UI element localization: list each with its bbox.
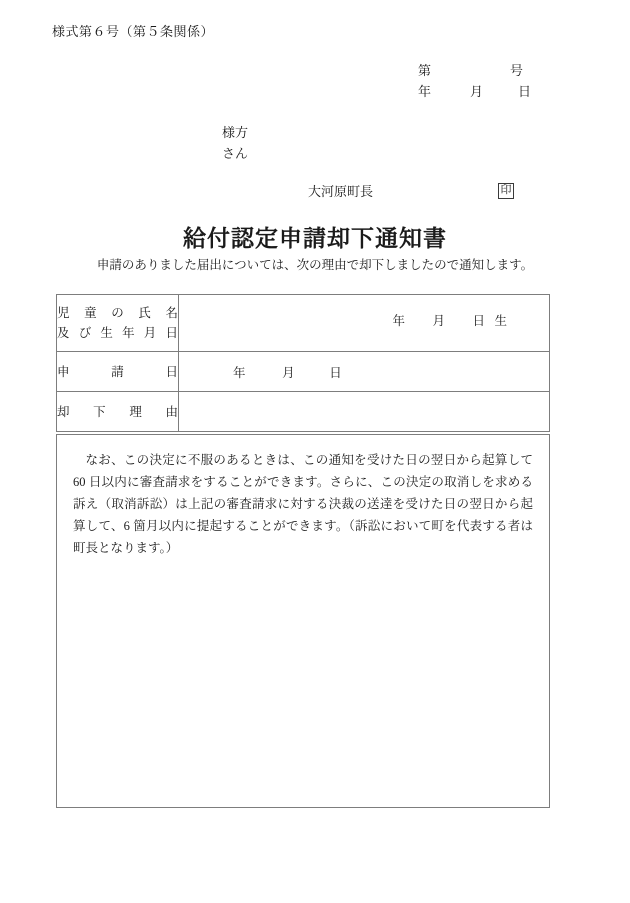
row-label-child-name-line1: 児童の氏名 — [57, 306, 178, 320]
application-year-label: 年 — [233, 365, 246, 380]
row-label-child-name-line2: 及び生年月日 — [57, 326, 178, 340]
row-label-child-name — [57, 295, 179, 352]
row-value-application-date[interactable] — [179, 352, 550, 392]
issuer-name: 大河原町長 — [308, 184, 374, 199]
birth-year-label: 年 — [392, 314, 405, 328]
document-date-day-label: 日 — [518, 84, 532, 99]
row-label-application-date — [57, 352, 179, 392]
table-row-child-name — [57, 295, 550, 352]
form-number: 様式第６号（第５条関係） — [52, 24, 215, 39]
application-detail-table — [56, 294, 550, 432]
appeal-notice-text: なお、この決定に不服のあるときは、この通知を受けた日の翌日から起算して 60 日以内に審査請求をすることができます。さらに、この決定の取消しを求める訴え（取消訴訟）は上記の審査請求に対する決裁の送達を受けた日の翌日から起算して、6 箇月以内に提起することができます。（訴訟において町を代表する者は町長となります。） — [73, 453, 533, 555]
intro-sentence: 申請のありました届出については、次の理由で却下しましたので通知します。 — [96, 258, 534, 272]
document-number-unit: 号 — [510, 63, 524, 78]
row-label-dismissal-reason-text: 却下理由 — [57, 404, 178, 419]
document-date-month-label: 月 — [470, 84, 484, 99]
application-day-label: 日 — [329, 365, 342, 380]
table-row-dismissal-reason — [57, 392, 550, 432]
row-value-child-name[interactable] — [179, 295, 550, 352]
application-month-label: 月 — [282, 365, 295, 380]
document-date-year-label: 年 — [418, 84, 432, 99]
issuer-line — [308, 181, 514, 200]
birth-suffix-label: 生 — [494, 314, 507, 328]
document-meta-block — [418, 60, 531, 102]
table-row-application-date — [57, 352, 550, 392]
row-label-application-date-text: 申請日 — [57, 364, 178, 379]
addressee-line-1: 様方 — [222, 125, 249, 140]
row-value-dismissal-reason[interactable] — [179, 392, 550, 432]
appeal-notice-box — [56, 434, 550, 808]
addressee-block — [222, 122, 248, 164]
document-number-label: 第 — [418, 63, 432, 78]
page-title: 給付認定申請却下通知書 — [183, 226, 447, 251]
application-date-line — [179, 363, 549, 381]
birth-month-label: 月 — [432, 314, 445, 328]
row-label-dismissal-reason — [57, 392, 179, 432]
addressee-line-2: さん — [222, 146, 249, 161]
seal-stamp-icon: 印 — [498, 183, 514, 199]
document-number-row — [418, 60, 531, 81]
birth-date-line — [179, 311, 549, 335]
birth-day-label: 日 — [472, 314, 485, 328]
document-date-row — [418, 81, 531, 102]
